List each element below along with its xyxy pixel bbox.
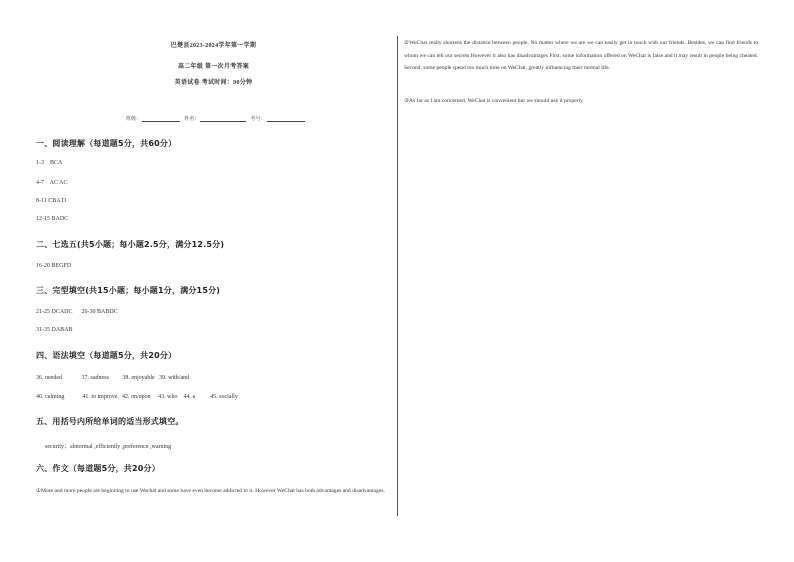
seat-blank — [267, 116, 305, 122]
essay-paragraph-2: ②WeChat really shortens the distance between people. No matter where we are we can easily get in touch with our friends. Besides, we can find friends to whom we can tell our secrets However it also has disadvantages First, some information offered on WeChat is false and it may result in people being cheated. Second, some people spend too much time on WeChat, greatly influencing their normal life. — [404, 40, 758, 71]
essay-paragraph-3: ③As far as I am concerned, WeChat is convenient but we should use it properly — [404, 98, 583, 104]
section-4-title: 四、语法填空（每道题5分，共20分） — [36, 351, 177, 360]
answer-line: 8-11 CBA D — [36, 198, 67, 204]
section-3-title: 三、完型填空(共15小题；每小题1分，满分15分) — [36, 286, 221, 295]
section-2-title: 二、七选五(共5小题；每小题2.5分，满分12.5分) — [36, 240, 225, 249]
section-1-title: 一、阅读理解（每道题5分，共60分） — [36, 139, 177, 148]
answer-line: 31-35 DABAB — [36, 327, 73, 333]
answer-line: 16-20 BEGFD — [36, 263, 72, 269]
class-label: 班级： — [126, 117, 142, 122]
seat-label: 考号： — [250, 117, 266, 122]
answer-line: 21-25 DCADC 26-30 BABDC — [36, 309, 118, 315]
answer-line: security；abnormal ,efficiently ,preference ,warning — [36, 444, 172, 450]
student-info-line — [126, 115, 308, 122]
school-title: 巴楚县2023-2024学年第一学期 — [170, 43, 257, 49]
answer-line: 4-7 AC AC — [36, 180, 68, 186]
answer-line: 40. calming 41. to improve 42. on/upon 43. who 44. a 45. socially — [36, 394, 238, 400]
section-6-title: 六、作文（每道题5分，共20分） — [36, 464, 160, 473]
name-blank — [200, 116, 246, 122]
name-label: 姓名： — [184, 117, 200, 122]
essay-paragraph-1: ①More and more people are beginning to use Wechat and some have even become addicted to it. However WeChat has both advantages and disadvantages. — [36, 488, 385, 494]
answer-line: 12-15 BADC — [36, 216, 69, 222]
right-column — [404, 0, 760, 562]
grade-title: 高二年级 第一次月考答案 — [177, 64, 250, 70]
subject-title: 英语试卷 考试时间：90分钟 — [174, 80, 253, 86]
answer-line: 1-3 BCA — [36, 160, 63, 166]
left-column — [36, 0, 391, 562]
section-5-title: 五、用括号内所给单词的适当形式填空。 — [36, 417, 184, 426]
column-divider — [397, 36, 398, 516]
answer-line: 36. needed 37. sadness 38. enjoyable 39. with/and — [36, 375, 190, 381]
class-blank — [142, 116, 180, 122]
